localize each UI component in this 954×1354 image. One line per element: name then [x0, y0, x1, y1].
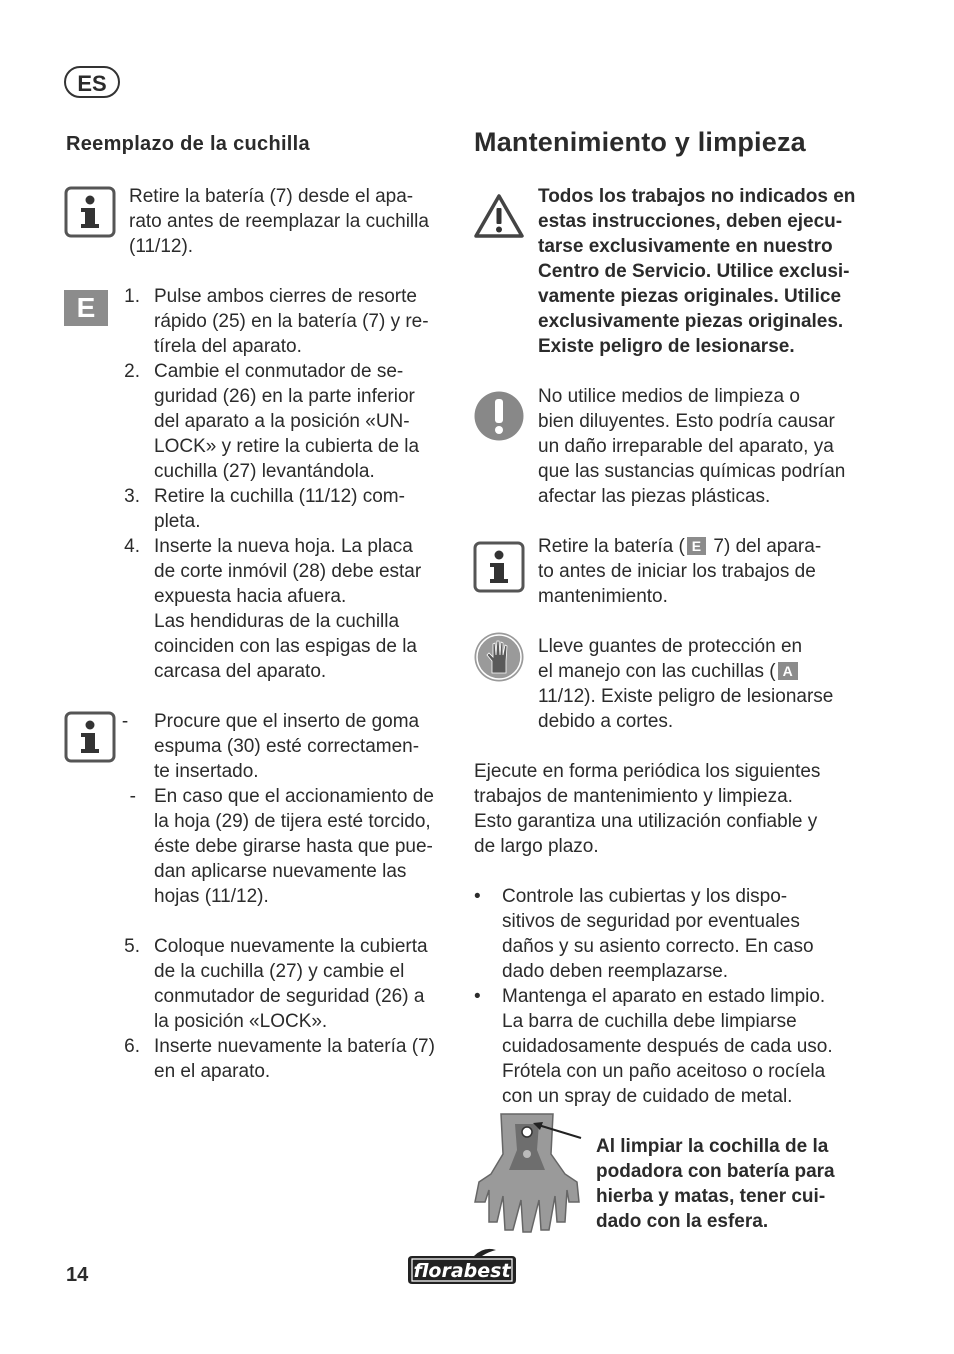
list-item: 2. Cambie el conmutador de se- guridad (26) en la parte inferior del aparato a la posición «UN- LOCK» y retire la cubierta de la cuchilla (27) levantándola. — [124, 361, 420, 482]
language-badge: ES — [64, 66, 120, 98]
figure-e-label: E — [64, 290, 108, 326]
maintenance-intro: Ejecute en forma periódica los siguientes trabajos de mantenimiento y limpieza. Esto garantiza una utilización confiable y de largo plazo. — [474, 761, 821, 857]
caution-text: No utilice medios de limpieza o bien diluyentes. Esto podría causar un daño irreparable del aparato, ya que las sustancias químicas podrían afectar las piezas plásticas. — [538, 386, 846, 507]
figure-a-label: A — [778, 662, 798, 680]
warning-triangle-icon — [473, 193, 525, 239]
section-heading-maintenance: Mantenimiento y limpieza — [474, 127, 806, 157]
gloves-text: Lleve guantes de protección en el manejo con las cuchillas ( A 11/12). Existe peligro de lesionarse debido a cortes. — [538, 636, 834, 732]
steps-list-b — [110, 934, 450, 1084]
list-item: 6. Inserte nuevamente la batería (7) en el aparato. — [124, 1036, 435, 1082]
warning-text: Todos los trabajos no indicados en estas instrucciones, deben ejecu- tarse exclusivamente en nuestro Centro de Servicio. Utilice exclusi- vamente piezas originales. Utilice exclusivamente piezas originales. Existe peligro de lesionarse. — [538, 186, 856, 357]
list-item: 1. Pulse ambos cierres de resorte rápido (25) en la batería (7) y re- tírela del aparato. — [124, 286, 429, 357]
bullet-list — [474, 884, 874, 1109]
florabest-logo — [404, 1246, 520, 1288]
glove-icon — [473, 631, 525, 683]
list-item: - En caso que el accionamiento de la hoja (29) de tijera esté torcido, éste debe girarse hasta que pue- dan aplicarse nuevamente las hojas (11/12). — [129, 786, 434, 907]
list-item: • Mantenga el aparato en estado limpio. La barra de cuchilla debe limpiarse cuidadosamente después de cada uso. Frótela con un paño aceitoso o rocíela con un spray de cuidado de metal. — [474, 986, 833, 1107]
page-number: 14 — [66, 1264, 89, 1286]
blade-sphere-note: Al limpiar la cochilla de la podadora con batería para hierba y matas, tener cui- dado con la esfera. — [596, 1136, 835, 1232]
dash-list — [110, 709, 450, 909]
logo-text: florabest — [413, 1260, 511, 1282]
list-item: 5. Coloque nuevamente la cubierta de la cuchilla (27) y cambie el conmutador de seguridad (26) a la posición «LOCK». — [124, 936, 428, 1032]
list-item: 3. Retire la cuchilla (11/12) com- pleta. — [124, 486, 405, 532]
figure-e-label: E — [687, 537, 706, 555]
info-icon — [473, 541, 525, 593]
info-text-remove-battery: Retire la batería (7) desde el apa- rato antes de reemplazar la cuchilla (11/12). — [129, 186, 429, 257]
exclamation-icon — [473, 390, 525, 442]
list-item: • Controle las cubiertas y los dispo- sitivos de seguridad por eventuales daños y su asiento correcto. En caso dado deben reemplazarse. — [474, 886, 814, 982]
info-icon — [64, 711, 116, 763]
section-heading-blade: Reemplazo de la cuchilla — [66, 133, 310, 155]
info-icon — [64, 186, 116, 238]
blade-illustration — [473, 1110, 585, 1239]
list-item: 4. Inserte la nueva hoja. La placa de corte inmóvil (28) debe estar expuesta hacia afuera. Las hendiduras de la cuchilla coinciden con las espigas de la carcasa del aparato. — [124, 536, 422, 682]
list-item: - Procure que el inserto de goma espuma (30) esté correctamen- te insertado. — [121, 711, 420, 782]
steps-list-a — [110, 284, 450, 684]
info-text-maintenance: Retire la batería ( E 7) del apara- to antes de iniciar los trabajos de mantenimiento. — [538, 536, 822, 607]
